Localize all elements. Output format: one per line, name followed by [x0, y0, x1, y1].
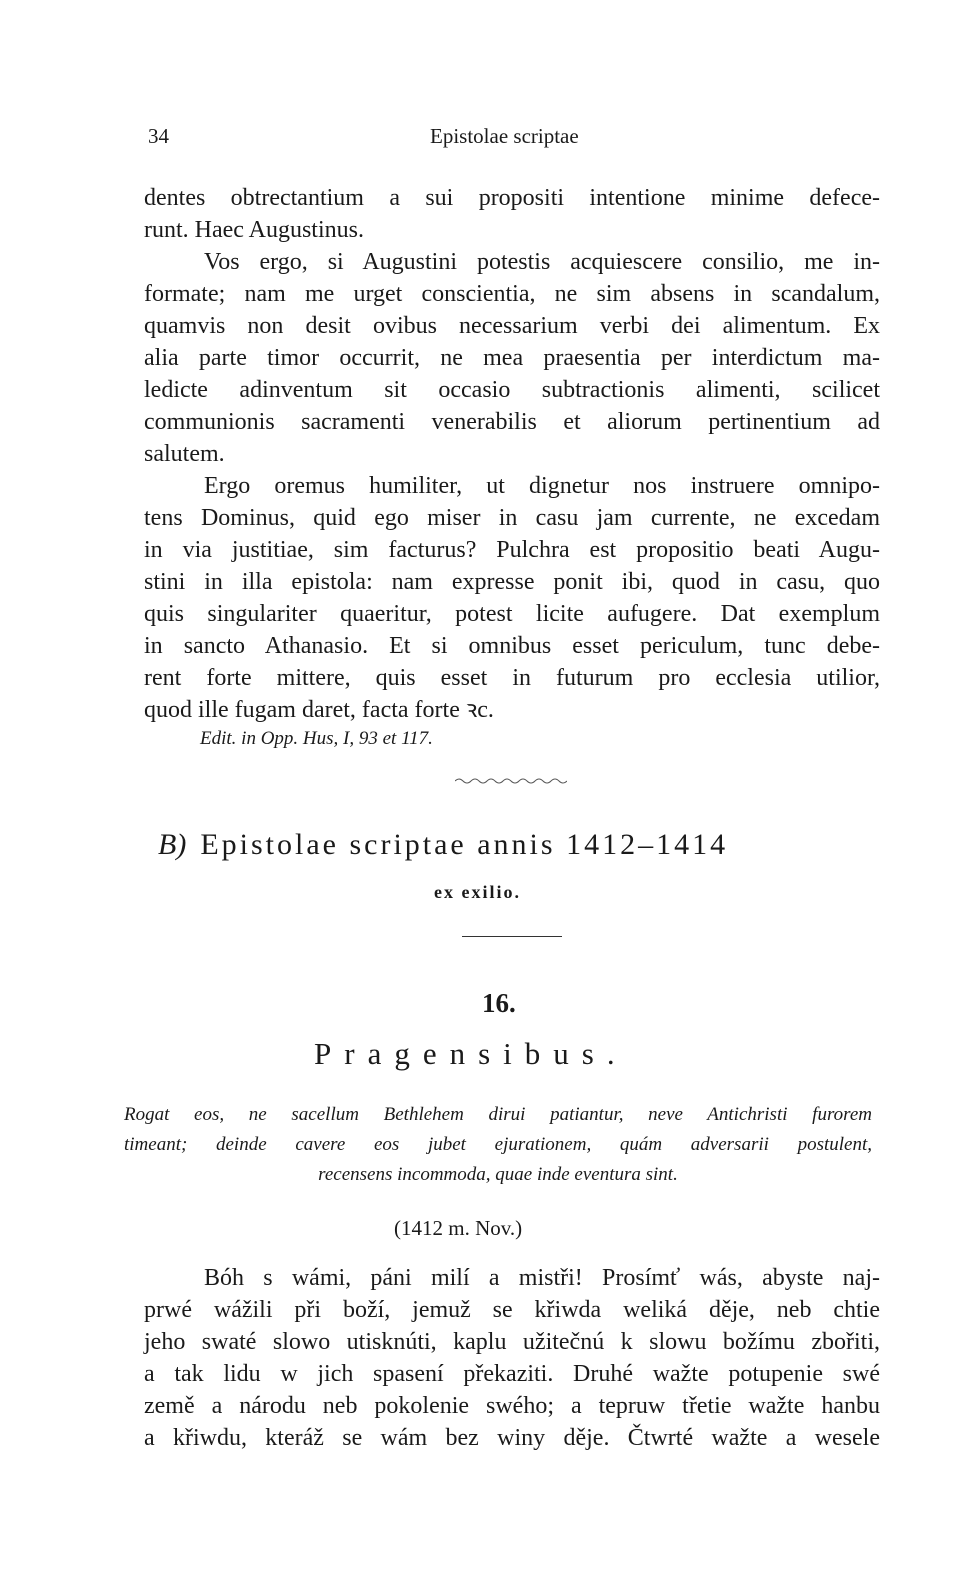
letter-line: a křiwdu, kteráž se wám bez winy děje. Čtwrté wažte a wesele — [144, 1425, 880, 1451]
summary-line: Rogat eos, ne sacellum Bethlehem dirui patiantur, neve Antichristi furorem — [124, 1104, 872, 1125]
body-line: in via justitiae, sim facturus? Pulchra est propositio beati Augu- — [144, 537, 880, 563]
letter-line: prwé wážili při boží, jemuž se křiwda weliká děje, neb chtie — [144, 1297, 880, 1323]
body-line: quis singulariter quaeritur, potest licite aufugere. Dat exemplum — [144, 601, 880, 627]
page-number: 34 — [148, 124, 169, 148]
body-line: communionis sacramenti venerabilis et aliorum pertinentium ad — [144, 409, 880, 435]
body-line: Vos ergo, si Augustini potestis acquiescere consilio, me in- — [204, 249, 880, 275]
body-line: tens Dominus, quid ego miser in casu jam currente, ne excedam — [144, 505, 880, 531]
running-head: Epistolae scriptae — [430, 124, 579, 148]
letter-number: 16. — [482, 988, 516, 1018]
body-line: dentes obtrectantium a sui propositi intentione minime defece- — [144, 185, 880, 211]
body-line: stini in illa epistola: nam expresse ponit ibi, quod in casu, quo — [144, 569, 880, 595]
divider-rule — [462, 936, 562, 937]
section-letter: B) — [158, 828, 187, 861]
body-line: formate; nam me urget conscientia, ne sim absens in scandalum, — [144, 281, 880, 307]
body-line: rent forte mittere, quis esset in futurum pro ecclesia utilior, — [144, 665, 880, 691]
body-line: alia parte timor occurrit, ne mea praesentia per interdictum ma- — [144, 345, 880, 371]
body-line: runt. Haec Augustinus. — [144, 217, 364, 243]
summary-line: timeant; deinde cavere eos jubet ejurationem, quám adversarii postulent, — [124, 1134, 872, 1155]
wavy-ornament — [455, 776, 567, 786]
body-line: salutem. — [144, 441, 225, 467]
section-title: Epistolae scriptae annis 1412–1414 — [200, 828, 729, 861]
page-header — [148, 124, 878, 154]
body-line: Ergo oremus humiliter, ut dignetur nos instruere omnipo- — [204, 473, 880, 499]
body-line: quamvis non desit ovibus necessarium verbi dei alimentum. Ex — [144, 313, 880, 339]
letter-line: jeho swaté slowo utisknúti, kaplu užitečnú k slowu božímu zbořiti, — [144, 1329, 880, 1355]
letter-addressee: Pragensibus. — [314, 1036, 628, 1071]
edition-citation: Edit. in Opp. Hus, I, 93 et 117. — [200, 728, 433, 749]
letter-line: a tak lidu w jich spasení překaziti. Druhé wažte potupenie swé — [144, 1361, 880, 1387]
body-line: in sancto Athanasio. Et si omnibus esset periculum, tunc debe- — [144, 633, 880, 659]
body-line: quod ille fugam daret, facta forte ꝛc. — [144, 697, 494, 723]
letter-line: země a národu neb pokolenie swého; a tepruw třetie wažte hanbu — [144, 1393, 880, 1419]
body-line: ledicte adinventum sit occasio subtractionis alimenti, scilicet — [144, 377, 880, 403]
letter-date: (1412 m. Nov.) — [394, 1216, 523, 1240]
section-heading — [158, 828, 728, 862]
letter-line: Bóh s wámi, páni milí a mistři! Prosímť wás, abyste naj- — [204, 1265, 880, 1291]
latin-body-text — [144, 182, 880, 726]
czech-letter-text — [144, 1262, 880, 1454]
letter-summary — [124, 1100, 872, 1190]
section-subtitle: ex exilio. — [434, 882, 521, 902]
summary-line: recensens incommoda, quae inde eventura sint. — [318, 1164, 678, 1185]
